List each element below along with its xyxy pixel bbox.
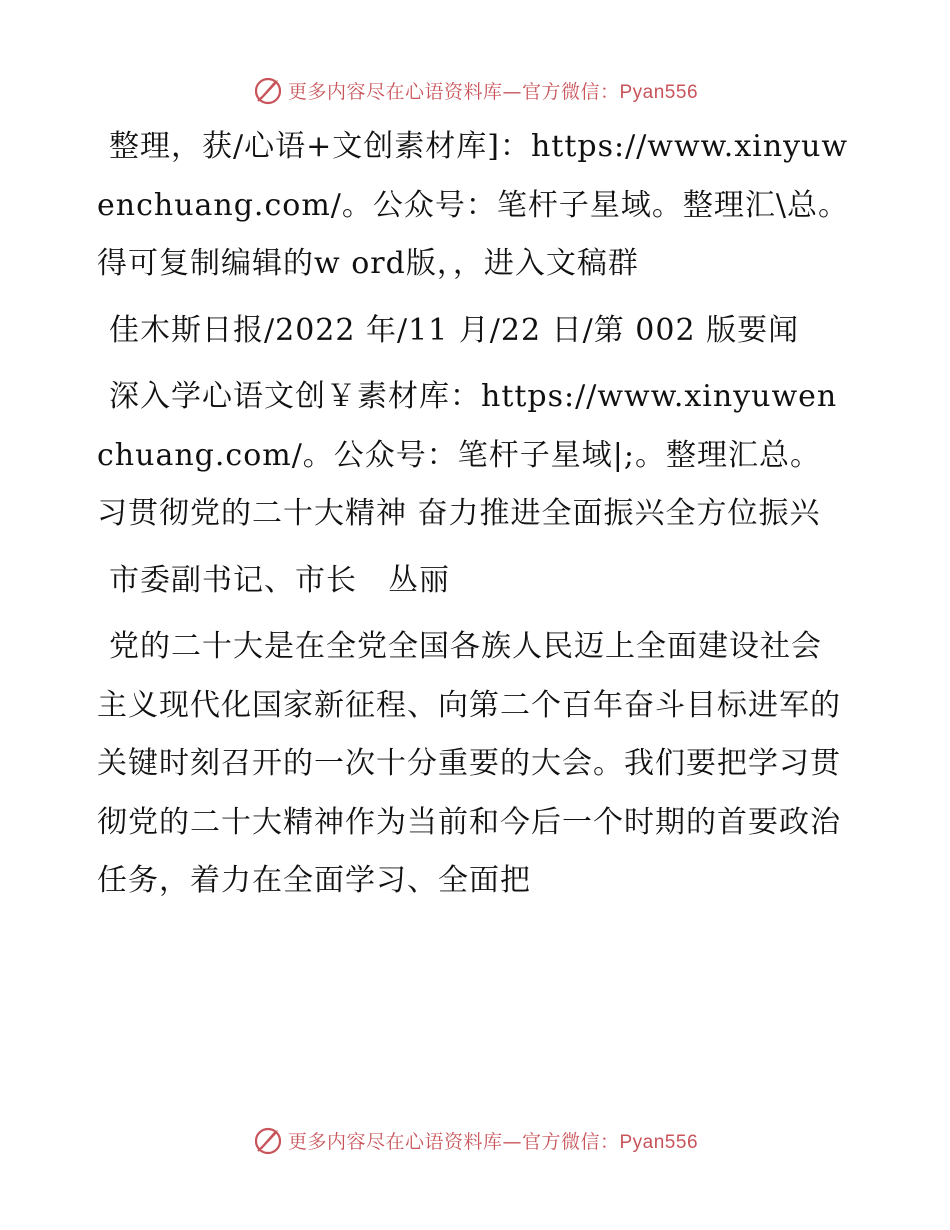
- banner-slogan: 更多内容尽在心语资料库: [287, 1130, 503, 1153]
- banner-wechat-id: Pyan556: [619, 1131, 699, 1153]
- paragraph-author-text: 市委副书记、市长 丛丽: [109, 562, 450, 598]
- banner-separator: —: [502, 80, 522, 103]
- quill-pen-logo-icon: [252, 74, 284, 106]
- paragraph-intro: [97, 118, 849, 294]
- paragraph-body-text: 党的二十大是在全党全国各族人民迈上全面建设社会主义现代化国家新征程、向第二个百年奋斗目标进军的关键时刻召开的一次十分重要的大会。我们要把学习贯彻党的二十大精神作为当前和今后一个时期的首要政治任务，着力在全面学习、全面把: [97, 629, 841, 898]
- banner-slogan: 更多内容尽在心语资料库: [287, 80, 503, 103]
- paragraph-title-text: 深入学心语文创￥素材库：https://www.xinyuwenchuang.com/。公众号：笔杆子星域|;。整理汇总。习贯彻党的二十大精神 奋力推进全面振兴全方位振兴: [97, 379, 838, 531]
- paragraph-intro-text: 整理，获/心语+文创素材库]：https://www.xinyuwenchuang.com/。公众号：笔杆子星域。整理汇\总。得可复制编辑的w ord版，，进入文稿群: [97, 129, 849, 281]
- paragraph-body: [97, 618, 849, 911]
- paragraph-source-text: 佳木斯日报/2022 年/11 月/22 日/第 002 版要闻: [109, 312, 800, 348]
- banner-separator: —: [502, 1130, 522, 1153]
- banner-wechat-id: Pyan556: [619, 81, 699, 103]
- paragraph-title: [97, 368, 849, 544]
- banner-wechat-label: 官方微信：: [521, 1130, 620, 1153]
- quill-pen-logo-icon: [252, 1124, 284, 1156]
- document-body: [97, 118, 849, 919]
- footer-banner: [0, 1120, 950, 1160]
- banner-text: [288, 1127, 698, 1154]
- paragraph-author: [97, 552, 849, 611]
- banner-text: [288, 77, 698, 104]
- header-banner: [0, 70, 950, 110]
- paragraph-source: [97, 302, 849, 361]
- banner-wechat-label: 官方微信：: [521, 80, 620, 103]
